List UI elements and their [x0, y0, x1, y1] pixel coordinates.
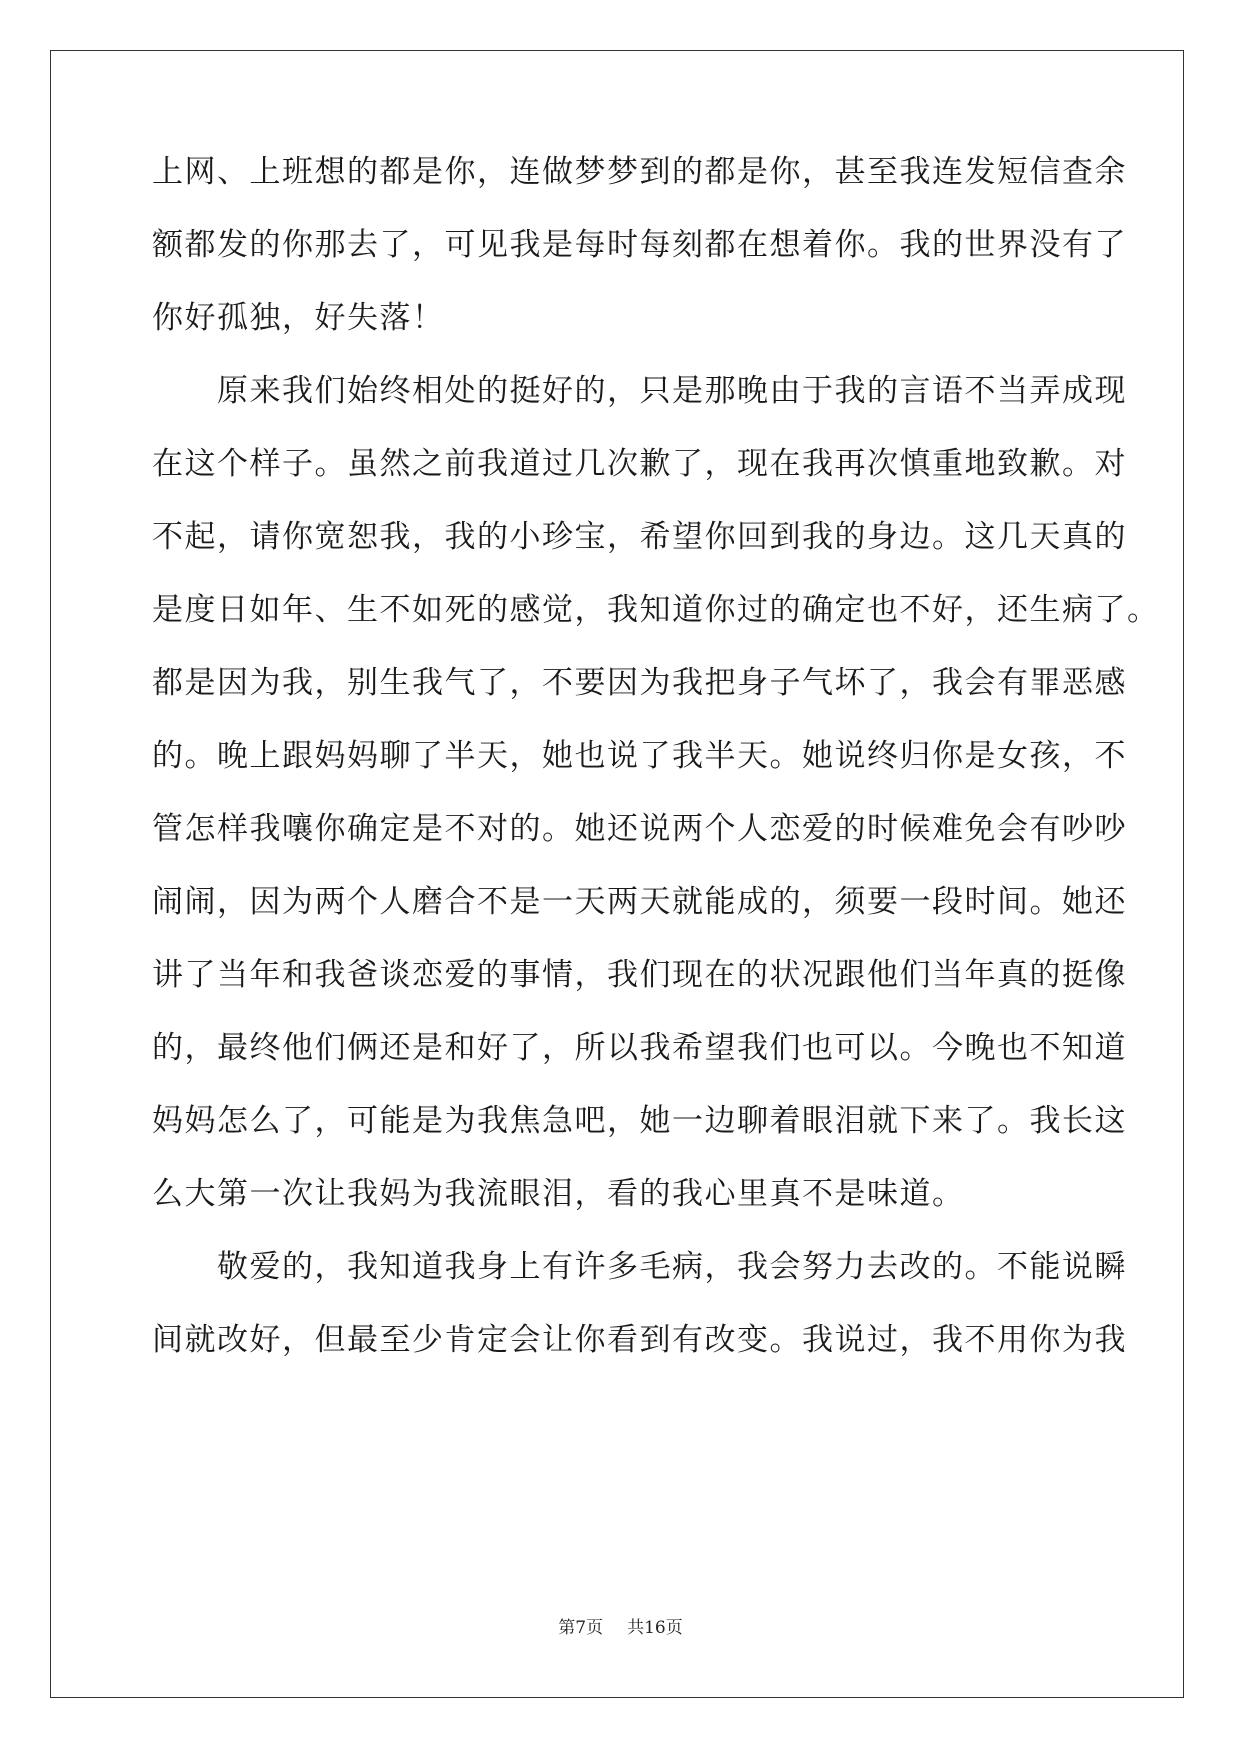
text-line: 间就改好，但最至少肯定会让你看到有改变。我说过，我不用你为我 [152, 1322, 1127, 1358]
text-line: 敬爱的，我知道我身上有许多毛病，我会努力去改的。不能说瞬 [152, 1249, 1127, 1285]
text-line: 额都发的你那去了，可见我是每时每刻都在想着你。我的世界没有了 [152, 227, 1127, 263]
page-number: 第7页 [558, 1618, 604, 1638]
text-line: 的。晚上跟妈妈聊了半天，她也说了我半天。她说终归你是女孩，不 [152, 738, 1127, 774]
text-line: 妈妈怎么了，可能是为我焦急吧，她一边聊着眼泪就下来了。我长这 [152, 1103, 1127, 1139]
text-line: 管怎样我嚷你确定是不对的。她还说两个人恋爱的时候难免会有吵吵 [152, 811, 1127, 847]
text-line: 你好孤独，好失落！ [152, 300, 445, 336]
text-line: 不起，请你宽恕我，我的小珍宝，希望你回到我的身边。这几天真的 [152, 519, 1127, 555]
text-line: 么大第一次让我妈为我流眼泪，看的我心里真不是味道。 [152, 1176, 965, 1212]
text-line: 在这个样子。虽然之前我道过几次歉了，现在我再次慎重地致歉。对 [152, 446, 1127, 482]
text-line: 上网、上班想的都是你，连做梦梦到的都是你，甚至我连发短信查余 [152, 154, 1127, 190]
text-line: 是度日如年、生不如死的感觉，我知道你过的确定也不好，还生病了。 [152, 592, 1160, 628]
text-line: 原来我们始终相处的挺好的，只是那晚由于我的言语不当弄成现 [152, 373, 1127, 409]
text-line: 讲了当年和我爸谈恋爱的事情，我们现在的状况跟他们当年真的挺像 [152, 957, 1127, 993]
text-line: 的，最终他们俩还是和好了，所以我希望我们也可以。今晚也不知道 [152, 1030, 1127, 1066]
text-line: 闹闹，因为两个人磨合不是一天两天就能成的，须要一段时间。她还 [152, 884, 1127, 920]
page-footer [0, 1616, 1241, 1640]
page-total: 共16页 [627, 1618, 683, 1638]
text-line: 都是因为我，别生我气了，不要因为我把身子气坏了，我会有罪恶感 [152, 665, 1127, 701]
